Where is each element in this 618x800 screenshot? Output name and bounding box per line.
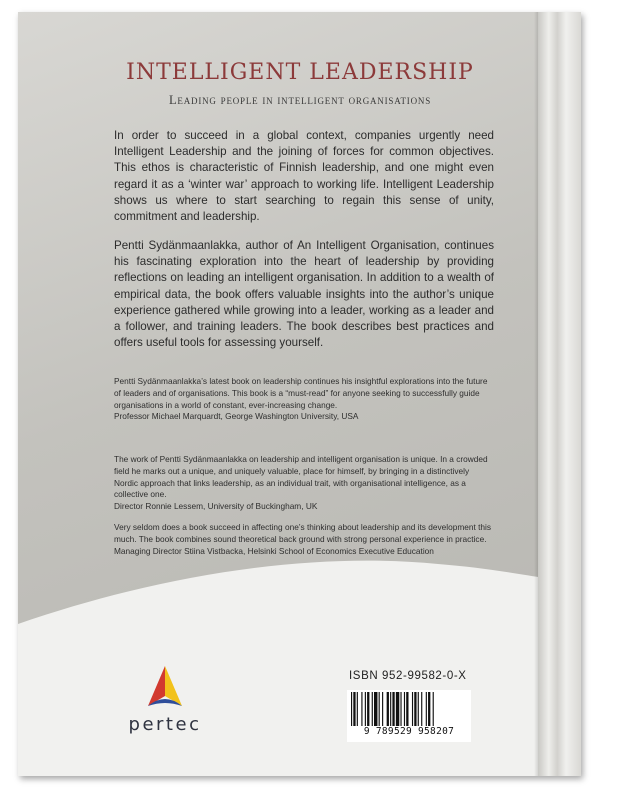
quote-author: Director Ronnie Lessem, University of Buckingham, UK	[114, 501, 318, 512]
isbn-text: ISBN 952-99582-0-X	[349, 670, 467, 682]
publisher-logo	[110, 662, 220, 742]
quote-text: Very seldom does a book succeed in affecting one’s thinking about leadership and its development this much. The book combines sound theoretical back ground with strong personal experience in practice.	[114, 522, 491, 544]
description-paragraph-1: In order to succeed in a global context, companies urgently need Intelligent Leadership and the joining of forces for common objectives. This ethos is characteristic of Finnish leadership, and one might even regard it as a ‘winter war’ approach to working life. Intelligent Leadership shows us where to start searching to regain this sense of unity, commitment and leadership.	[114, 129, 494, 224]
triangle-logo-icon	[110, 662, 220, 712]
barcode-digits: 9 789529 958207	[347, 726, 471, 737]
barcode-icon	[347, 690, 471, 726]
quote-text: The work of Pentti Sydänmaanlakka on leadership and intelligent organisation is unique. In a crowded field he marks out a unique, and uniquely valuable, place for himself, by bringing in a distinctively Nordic approach that links leadership, as an individual trait, with organisational intelligence, as a collective one.	[114, 454, 488, 500]
book-title: INTELLIGENT LEADERSHIP	[126, 60, 474, 85]
quote-author: Managing Director Stiina Vistbacka, Helsinki School of Economics Executive Education	[114, 545, 434, 556]
quote-text: Pentti Sydänmaanlakka’s latest book on leadership continues his insightful explorations into the future of leaders and of organisations. This book is a “must-read” for anyone seeking to successfully guide organisations in a world of constant, ever-increasing change.	[114, 376, 488, 410]
review-quote-3	[114, 522, 494, 557]
book-spine	[538, 12, 581, 776]
book-subtitle: Leading people in intelligent organisations	[168, 93, 431, 107]
quote-author: Professor Michael Marquardt, George Washington University, USA	[114, 411, 359, 422]
review-quote-2	[114, 454, 494, 513]
publisher-name: pertec	[128, 714, 202, 735]
description-paragraph-2: Pentti Sydänmaanlakka, author of An Intelligent Organisation, continues his fascinating exploration into the heart of leadership by providing reflections on leading an intelligent organisation. In addition to a wealth of empirical data, the book offers valuable insights into the author’s unique experience gathered while growing into a leader, working as a leader and a follower, and training leaders. The book describes best practices and offers useful tools for assessing yourself.	[114, 239, 494, 350]
review-quote-1	[114, 376, 494, 423]
